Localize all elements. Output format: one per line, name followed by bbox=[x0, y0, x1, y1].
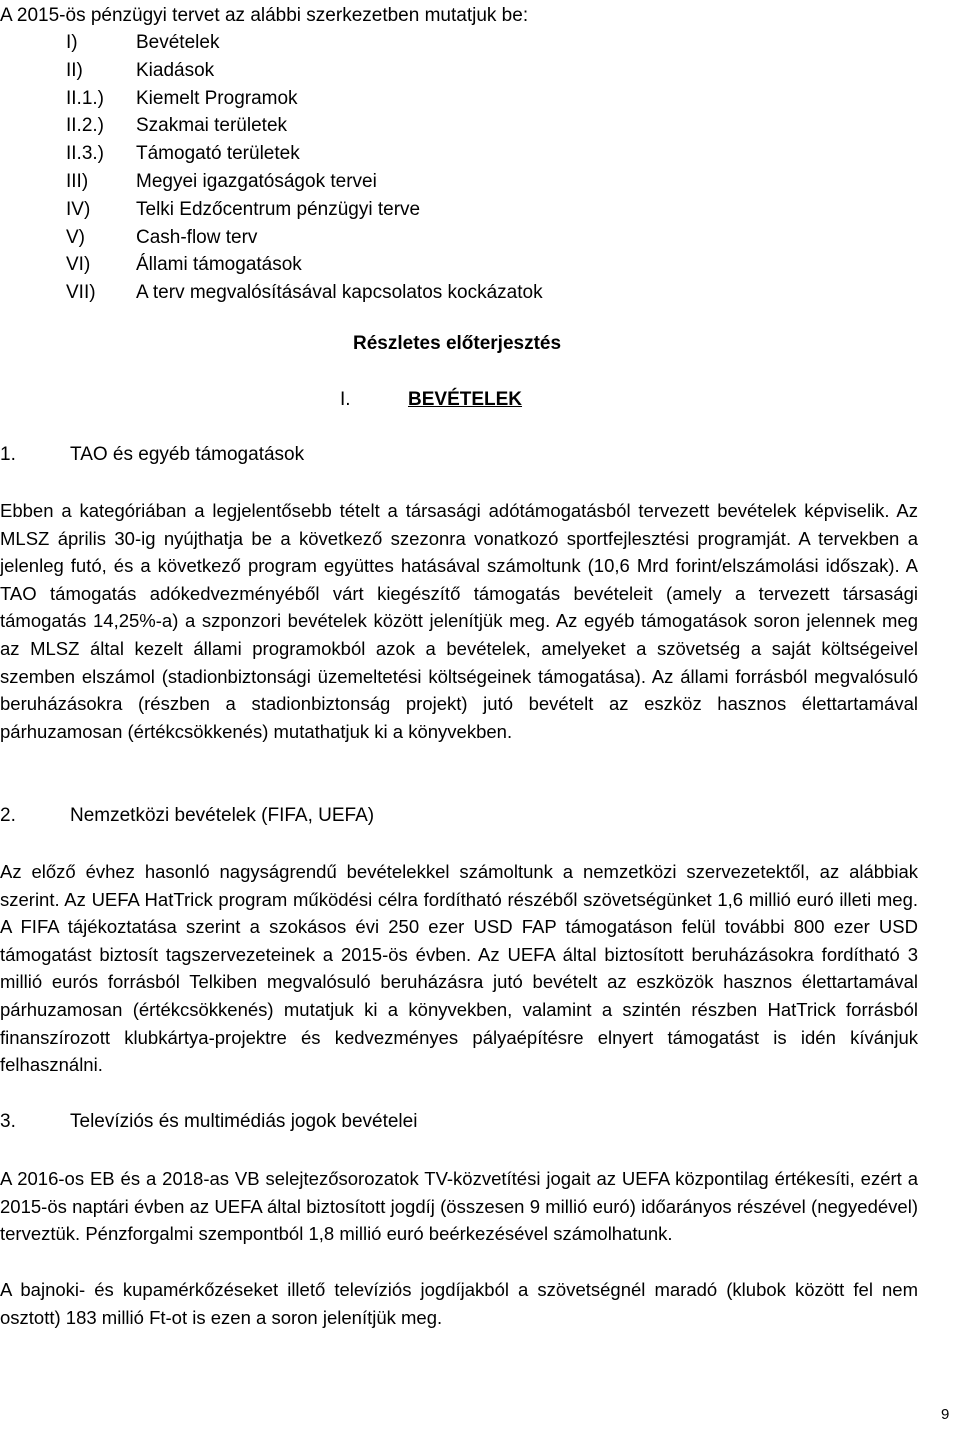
outline-item-number: VI) bbox=[66, 254, 91, 276]
item-heading-international bbox=[0, 803, 374, 829]
item-number: 2. bbox=[0, 805, 16, 826]
intro-text: A 2015-ös pénzügyi tervet az alábbi szerkezetben mutatjuk be: bbox=[0, 5, 529, 26]
paragraph-tv-rights-domestic: A bajnoki- és kupamérkőzéseket illető televíziós jogdíjakból a szövetségnél maradó (klubok között fel nem osztott) 183 millió Ft-ot is ezen a soron jelenítjük meg. bbox=[0, 1279, 918, 1328]
outline-item-number: VII) bbox=[66, 282, 96, 304]
paragraph-tao: Ebben a kategóriában a legjelentősebb tételt a társasági adótámogatásból tervezett bevételek képviselik. Az MLSZ április 30-ig nyújthatja be a következő szezonra vonatkozó sportfejlesztési programját. A tervekben a jelenleg futó, és a következő program együttes hatásával számoltunk (10,6 Mrd forint/elszámolási időszak). A TAO támogatás adókedvezményéből várt kiegészítő támogatás bevételeit (amely a tervezett társasági támogatás 14,25%-a) a szponzori bevételek között jelenítjük meg. Az egyéb támogatások soron jelennek meg az MLSZ által kezelt állami programokból azok a bevételek, amelyeket a szövetség a saját költségeivel szemben elszámol (stadionbiztonsági üzemeltetési költségeinek támogatása). Az állami forrásból megvalósuló beruházásokra (részben a stadionbiztonság projekt) jutó bevételt az eszköz hasznos élettartamával párhuzamosan (értékcsökkenés) mutathatjuk ki a könyvekben. bbox=[0, 500, 918, 742]
outline-item-number: II) bbox=[66, 59, 83, 81]
outline-item-number: II.3.) bbox=[66, 143, 105, 165]
item-title: Televíziós és multimédiás jogok bevételei bbox=[70, 1111, 418, 1132]
outline-item-text: Telki Edzőcentrum pénzügyi terve bbox=[136, 198, 421, 220]
item-number: 1. bbox=[0, 444, 16, 465]
section-number: I. bbox=[340, 389, 351, 410]
outline-item-number: III) bbox=[66, 170, 89, 192]
outline-item-text: A terv megvalósításával kapcsolatos kockázatok bbox=[136, 282, 543, 304]
outline-item-number: I) bbox=[66, 32, 78, 53]
paragraph-international: Az előző évhez hasonló nagyságrendű bevételekkel számoltunk a nemzetközi szervezetektől, az alábbiak szerint. Az UEFA HatTrick program működési célra fordítható részéből szövetségünket 1,6 millió euró illeti meg. A FIFA tájékoztatása szerint a szokásos évi 250 ezer USD FAP támogatáson felül további 800 ezer USD támogatást biztosít tagszervezeteinek a 2015-ös évben. Az UEFA által biztosított beruházásokra fordítható 3 millió eurós forrásból Telkiben megvalósuló beruházásra jutó bevételt az eszközök hasznos élettartamával párhuzamosan (értékcsökkenés) mutatjuk ki a könyvekben, valamint a szintén részben HatTrick forrásból finanszírozott klubkártya-projektre és kedvezményes pályaépítésre elnyert támogatást is idén kívánjuk felhasználni. bbox=[0, 861, 918, 1076]
outline-item-text: Megyei igazgatóságok tervei bbox=[136, 170, 377, 192]
item-title: Nemzetközi bevételek (FIFA, UEFA) bbox=[70, 805, 375, 826]
paragraph-tv-rights: A 2016-os EB és a 2018-as VB selejtezősorozatok TV-közvetítési jogait az UEFA központilag értékesíti, ezért a 2015-ös naptári évben az UEFA által biztosított jogdíj (összesen 9 millió euró) időarányos részével (negyedével) terveztük. Pénzforgalmi szempontból 1,8 millió euró beérkezésével számolhatunk. bbox=[0, 1168, 918, 1245]
item-heading-tao bbox=[0, 442, 304, 468]
outline-item-text: Cash-flow terv bbox=[136, 226, 258, 248]
outline-item-text: Kiadások bbox=[136, 59, 215, 81]
outline-item-text: Kiemelt Programok bbox=[136, 87, 298, 109]
outline-item-text: Bevételek bbox=[136, 32, 220, 53]
detailed-proposal-heading: Részletes előterjesztés bbox=[353, 333, 562, 354]
outline-item-number: IV) bbox=[66, 198, 91, 220]
section-title: BEVÉTELEK bbox=[408, 389, 523, 410]
item-number: 3. bbox=[0, 1111, 16, 1132]
item-heading-tv-rights bbox=[0, 1109, 417, 1135]
section-heading bbox=[340, 387, 522, 413]
outline-item-number: V) bbox=[66, 226, 85, 248]
item-title: TAO és egyéb támogatások bbox=[70, 444, 305, 465]
outline-item-number: II.1.) bbox=[66, 87, 105, 109]
outline-item-text: Szakmai területek bbox=[136, 115, 288, 137]
outline-item-number: II.2.) bbox=[66, 115, 105, 137]
outline-item-text: Támogató területek bbox=[136, 143, 300, 165]
outline-item-text: Állami támogatások bbox=[136, 254, 302, 276]
page-number: 9 bbox=[941, 1406, 950, 1423]
